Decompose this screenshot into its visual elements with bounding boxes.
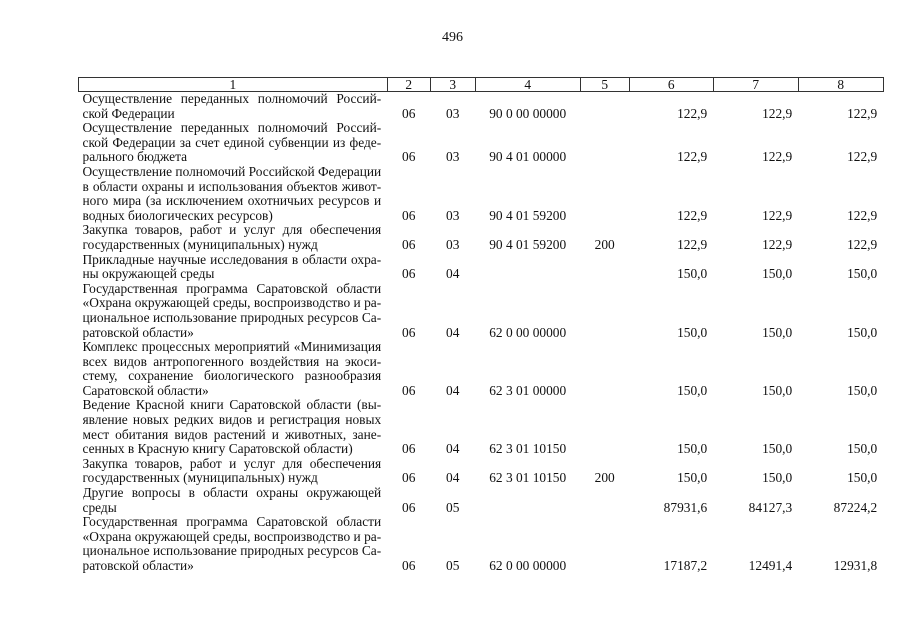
- column-header-2: 2: [387, 78, 430, 92]
- subsection-code: 04: [446, 324, 460, 340]
- table-row: [79, 165, 884, 223]
- expense-type: [580, 121, 629, 165]
- section-code: 06: [402, 441, 416, 457]
- amount-year-2: 122,9: [762, 236, 793, 252]
- section-code: 06: [402, 499, 416, 515]
- description-line: государственных (муниципальных) нужд: [82, 237, 318, 252]
- column-header-7: 7: [713, 78, 798, 92]
- description-line: ратовской области»: [82, 559, 194, 573]
- description-line: Закупка товаров, работ и услуг для обеспечения: [82, 223, 382, 238]
- expense-type: 200: [594, 470, 615, 486]
- amount-year-2: 122,9: [762, 105, 793, 121]
- column-header-5: 5: [580, 78, 629, 92]
- description-line: водных биологических ресурсов): [82, 208, 273, 223]
- subsection-code: 03: [446, 149, 460, 165]
- table-row: [79, 121, 884, 165]
- target-article: [475, 253, 580, 282]
- table-row: [79, 282, 884, 340]
- row-description: [79, 398, 388, 456]
- table-row: [79, 253, 884, 282]
- table-row: [79, 92, 884, 122]
- table-row: [79, 515, 884, 573]
- expense-type: 200: [594, 236, 615, 252]
- description-line: стему, сохранение биологического разнообразия: [82, 369, 382, 384]
- table-row: [79, 223, 884, 252]
- description-line: ской Федерации: [82, 106, 175, 121]
- target-article: 90 4 01 00000: [489, 149, 567, 165]
- amount-year-3: 122,9: [847, 149, 878, 165]
- amount-year-1: 122,9: [677, 236, 708, 252]
- table-row: [79, 398, 884, 456]
- table-row: [79, 457, 884, 486]
- amount-year-2: 150,0: [762, 470, 793, 486]
- amount-year-1: 122,9: [677, 105, 708, 121]
- description-line: рального бюджета: [82, 150, 188, 165]
- description-line: Прикладные научные исследования в области охра-: [82, 252, 382, 267]
- expense-type: [580, 282, 629, 340]
- subsection-code: 04: [446, 470, 460, 486]
- amount-year-3: 150,0: [847, 441, 878, 457]
- section-code: 06: [402, 236, 416, 252]
- subsection-code: 04: [446, 382, 460, 398]
- row-description: [79, 340, 388, 398]
- budget-table: [78, 77, 884, 574]
- description-line: государственных (муниципальных) нужд: [82, 471, 318, 486]
- target-article: 62 3 01 10150: [489, 470, 567, 486]
- expense-type: [580, 486, 629, 515]
- description-line: ны окружающей среды: [82, 267, 215, 282]
- column-header-6: 6: [629, 78, 713, 92]
- amount-year-2: 122,9: [762, 149, 793, 165]
- row-description: [79, 165, 388, 223]
- column-header-4: 4: [475, 78, 580, 92]
- description-line: сенных в Красную книгу Саратовской области): [82, 442, 353, 457]
- expense-type: [580, 92, 629, 122]
- amount-year-3: 150,0: [847, 324, 878, 340]
- amount-year-1: 150,0: [677, 441, 708, 457]
- row-description: [79, 515, 388, 573]
- description-line: ного мира (за исключением охотничьих ресурсов и: [82, 194, 382, 209]
- expense-type: [580, 165, 629, 223]
- row-description: [79, 457, 388, 486]
- description-line: мест обитания видов растений и животных, зане-: [82, 427, 382, 442]
- subsection-code: 04: [446, 441, 460, 457]
- subsection-code: 03: [446, 207, 460, 223]
- description-line: явление новых редких видов и регистрация новых: [82, 413, 382, 428]
- page-number: 496: [442, 30, 463, 45]
- expense-type: [580, 253, 629, 282]
- row-description: [79, 121, 388, 165]
- description-line: Комплекс процессных мероприятий «Минимизация: [82, 340, 382, 355]
- section-code: 06: [402, 149, 416, 165]
- description-line: «Охрана окружающей среды, воспроизводство и ра-: [82, 296, 382, 311]
- subsection-code: 03: [446, 105, 460, 121]
- amount-year-2: 150,0: [762, 324, 793, 340]
- amount-year-3: 122,9: [847, 236, 878, 252]
- amount-year-1: 122,9: [677, 149, 708, 165]
- section-code: 06: [402, 558, 416, 573]
- table-row: [79, 486, 884, 515]
- description-line: Другие вопросы в области охраны окружающей: [82, 486, 382, 501]
- target-article: 62 0 00 00000: [489, 324, 567, 340]
- section-code: 06: [402, 105, 416, 121]
- amount-year-3: 150,0: [847, 382, 878, 398]
- section-code: 06: [402, 382, 416, 398]
- section-code: 06: [402, 266, 416, 282]
- description-line: всех видов антропогенного воздействия на экоси-: [82, 354, 382, 369]
- description-line: Государственная программа Саратовской области: [82, 515, 382, 530]
- subsection-code: 05: [446, 558, 460, 573]
- section-code: 06: [402, 324, 416, 340]
- description-line: Ведение Красной книги Саратовской области (вы-: [82, 398, 382, 413]
- amount-year-3: 122,9: [847, 105, 878, 121]
- description-line: циональное использование природных ресурсов Са-: [82, 310, 382, 325]
- description-line: «Охрана окружающей среды, воспроизводство и ра-: [82, 529, 382, 544]
- amount-year-1: 87931,6: [663, 499, 708, 515]
- description-line: Осуществление переданных полномочий Россий-: [82, 121, 382, 136]
- row-description: [79, 282, 388, 340]
- amount-year-3: 12931,8: [833, 558, 878, 573]
- description-line: в области охраны и использования объектов живот-: [82, 179, 382, 194]
- amount-year-1: 150,0: [677, 324, 708, 340]
- section-code: 06: [402, 470, 416, 486]
- description-line: Осуществление переданных полномочий Россий-: [82, 92, 382, 106]
- amount-year-2: 150,0: [762, 382, 793, 398]
- amount-year-1: 150,0: [677, 382, 708, 398]
- amount-year-3: 150,0: [847, 470, 878, 486]
- target-article: 90 0 00 00000: [489, 105, 567, 121]
- expense-type: [580, 398, 629, 456]
- amount-year-1: 150,0: [677, 266, 708, 282]
- description-line: Государственная программа Саратовской области: [82, 281, 382, 296]
- column-header-1: 1: [79, 78, 388, 92]
- subsection-code: 03: [446, 236, 460, 252]
- row-description: [79, 486, 388, 515]
- header-row: [79, 78, 884, 92]
- description-line: Закупка товаров, работ и услуг для обеспечения: [82, 456, 382, 471]
- amount-year-1: 150,0: [677, 470, 708, 486]
- amount-year-1: 122,9: [677, 207, 708, 223]
- description-line: среды: [82, 500, 117, 515]
- target-article: 90 4 01 59200: [489, 236, 567, 252]
- target-article: 62 3 01 00000: [489, 382, 567, 398]
- target-article: 90 4 01 59200: [489, 207, 567, 223]
- column-header-8: 8: [798, 78, 883, 92]
- row-description: [79, 223, 388, 252]
- amount-year-3: 87224,2: [833, 499, 878, 515]
- amount-year-3: 150,0: [847, 266, 878, 282]
- description-line: Осуществление полномочий Российской Федерации: [82, 164, 382, 179]
- expense-type: [580, 340, 629, 398]
- amount-year-3: 122,9: [847, 207, 878, 223]
- target-article: 62 0 00 00000: [489, 558, 567, 573]
- subsection-code: 05: [446, 499, 460, 515]
- amount-year-2: 84127,3: [748, 499, 793, 515]
- target-article: 62 3 01 10150: [489, 441, 567, 457]
- row-description: [79, 92, 388, 122]
- table-body: [79, 92, 884, 574]
- column-header-3: 3: [430, 78, 475, 92]
- target-article: [475, 486, 580, 515]
- amount-year-2: 122,9: [762, 207, 793, 223]
- subsection-code: 04: [446, 266, 460, 282]
- section-code: 06: [402, 207, 416, 223]
- amount-year-2: 150,0: [762, 266, 793, 282]
- expense-type: [580, 515, 629, 573]
- description-line: Саратовской области»: [82, 383, 209, 398]
- amount-year-2: 150,0: [762, 441, 793, 457]
- amount-year-1: 17187,2: [663, 558, 708, 573]
- table-row: [79, 340, 884, 398]
- description-line: ратовской области»: [82, 325, 194, 340]
- amount-year-2: 12491,4: [748, 558, 793, 573]
- description-line: циональное использование природных ресурсов Са-: [82, 544, 382, 559]
- row-description: [79, 253, 388, 282]
- description-line: ской Федерации за счет единой субвенции из феде-: [82, 135, 382, 150]
